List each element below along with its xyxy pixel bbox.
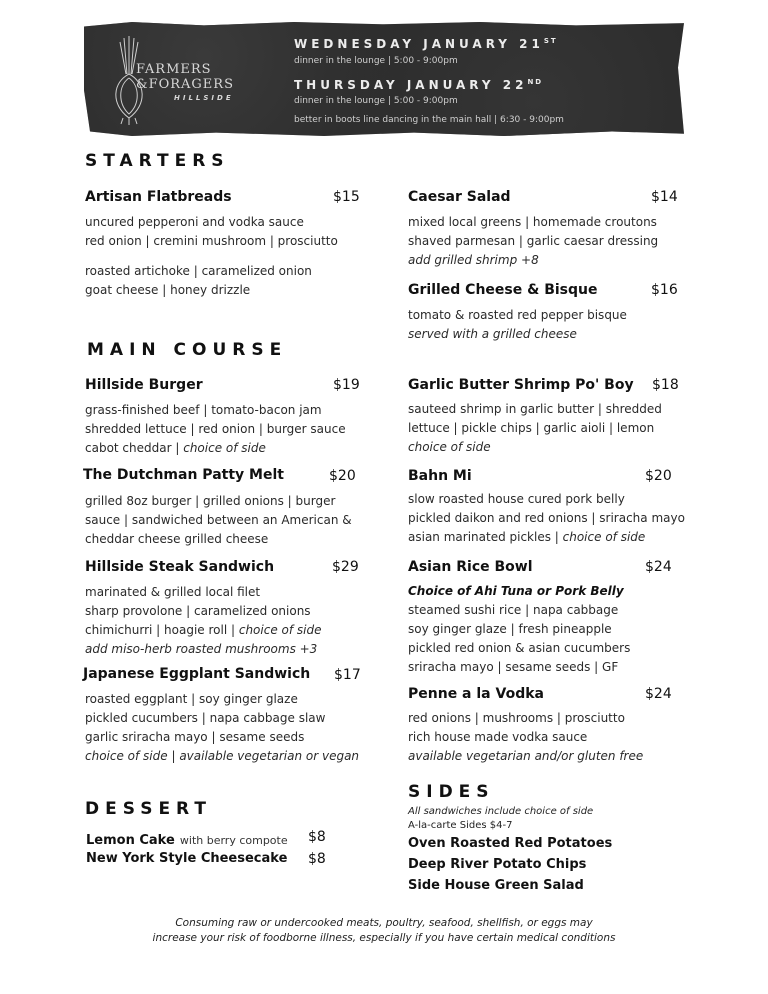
desc-line: served with a grilled cheese [408,327,577,341]
penne-description [408,709,643,766]
event-1-title [294,37,558,51]
dessert-heading: DESSERT [85,799,212,819]
desc-line: add miso-herb roasted mushrooms +3 [85,642,318,656]
desc-line: red onions | mushrooms | prosciutto [408,711,625,725]
po-boy-description [408,400,662,457]
penne-price: $24 [645,686,672,702]
logo-subtitle: HILLSIDE [174,94,234,102]
desc-line [85,439,346,458]
sides-ala-carte: A-la-carte Sides $4-7 [408,820,513,831]
cheesecake-name: New York Style Cheesecake [86,851,288,866]
patty-melt-description [85,492,352,549]
desc-line: pickled daikon and red onions | sriracha mayo [408,511,685,525]
burger-price: $19 [333,377,360,393]
penne-name: Penne a la Vodka [408,686,544,702]
rice-bowl-description [408,601,630,677]
event-2-detail: dinner in the lounge | 5:00 - 9:00pm [294,96,458,106]
desc-line [408,528,685,547]
desc-line: uncured pepperoni and vodka sauce [85,215,304,229]
desc-line: add grilled shrimp +8 [408,253,539,267]
desc-italic: choice of side [183,441,266,455]
main-course-heading: MAIN COURSE [87,340,288,360]
desc-line: sriracha mayo | sesame seeds | GF [408,660,619,674]
desc-line: sharp provolone | caramelized onions [85,604,311,618]
steak-name: Hillside Steak Sandwich [85,559,275,575]
desc-line: grilled 8oz burger | grilled onions | burger [85,494,336,508]
disclaimer-line: increase your risk of foodborne illness, especially if you have certain medical conditions [152,932,616,944]
desc-line: soy ginger glaze | fresh pineapple [408,622,612,636]
desc-line: roasted artichoke | caramelized onion [85,264,312,278]
eggplant-price: $17 [334,667,361,683]
flatbreads-description-2 [85,262,312,300]
desc-line: slow roasted house cured pork belly [408,492,625,506]
desc-line: red onion | cremini mushroom | prosciutto [85,234,338,248]
desc-italic: choice of side [238,623,322,637]
grilled-cheese-description [408,306,627,344]
lemon-cake-item [86,829,288,848]
desc-line: choice of side [408,440,491,454]
event-2-line-dancing: better in boots line dancing in the main hall | 6:30 - 9:00pm [294,115,564,125]
desc-line: available vegetarian and/or gluten free [408,749,644,763]
logo-wordmark [136,62,234,92]
rice-bowl-protein-choice: Choice of Ahi Tuna or Pork Belly [408,584,624,598]
event-1-suffix: ST [543,37,558,45]
desc-line: roasted eggplant | soy ginger glaze [85,692,298,706]
desc-line: pickled red onion & asian cucumbers [408,641,631,655]
side-item: Oven Roasted Red Potatoes [408,836,613,851]
eggplant-name: Japanese Eggplant Sandwich [83,666,311,682]
grilled-cheese-name: Grilled Cheese & Bisque [408,282,598,298]
event-2-title [294,78,543,92]
bahn-mi-description [408,490,685,547]
flatbreads-price: $15 [333,189,360,205]
desc-italic: choice of side [562,530,646,544]
caesar-price: $14 [651,189,678,205]
caesar-description [408,213,658,270]
desc-line: lettuce | pickle chips | garlic aioli | lemon [408,421,655,435]
steak-description [85,583,321,659]
logo-line-2: &FORAGERS [136,77,234,92]
side-item: Deep River Potato Chips [408,857,587,872]
desc-line: mixed local greens | homemade croutons [408,215,657,229]
event-2-suffix: ND [527,78,544,86]
food-safety-disclaimer [0,916,768,946]
desc-line: sauce | sandwiched between an American & [85,513,352,527]
patty-melt-price: $20 [329,468,356,484]
desc-line: garlic sriracha mayo | sesame seeds [85,730,305,744]
desc-line: sauteed shrimp in garlic butter | shredded [408,402,662,416]
desc-line: pickled cucumbers | napa cabbage slaw [85,711,326,725]
bahn-mi-price: $20 [645,468,672,484]
lemon-cake-note: with berry compote [179,834,288,847]
steak-price: $29 [332,559,359,575]
desc-text: asian marinated pickles | [408,530,563,544]
side-item: Side House Green Salad [408,878,584,893]
caesar-name: Caesar Salad [408,189,511,205]
rice-bowl-name: Asian Rice Bowl [408,559,533,575]
grilled-cheese-price: $16 [651,282,678,298]
desc-line: steamed sushi rice | napa cabbage [408,603,619,617]
lemon-cake-price: $8 [308,829,326,845]
desc-text: chimichurri | hoagie roll | [85,623,239,637]
starters-heading: STARTERS [85,151,230,171]
burger-description [85,401,346,458]
disclaimer-line: Consuming raw or undercooked meats, poultry, seafood, shellfish, or eggs may [175,917,593,929]
desc-line: goat cheese | honey drizzle [85,283,251,297]
lemon-cake-name: Lemon Cake [86,833,175,848]
desc-line: grass-finished beef | tomato-bacon jam [85,403,322,417]
desc-line: cheddar cheese grilled cheese [85,532,269,546]
event-1-date: WEDNESDAY JANUARY 21 [294,37,544,51]
flatbreads-description [85,213,338,251]
patty-melt-name: The Dutchman Patty Melt [83,467,284,483]
po-boy-name: Garlic Butter Shrimp Po' Boy [408,377,634,393]
desc-text: cabot cheddar | [85,441,184,455]
sides-heading: SIDES [408,782,495,802]
burger-name: Hillside Burger [85,377,203,393]
desc-line: tomato & roasted red pepper bisque [408,308,627,322]
event-1-detail: dinner in the lounge | 5:00 - 9:00pm [294,56,458,66]
po-boy-price: $18 [652,377,679,393]
sides-note: All sandwiches include choice of side [408,806,594,817]
bahn-mi-name: Bahn Mi [408,468,472,484]
desc-line: shaved parmesan | garlic caesar dressing [408,234,659,248]
cheesecake-price: $8 [308,851,326,867]
rice-bowl-price: $24 [645,559,672,575]
desc-line: shredded lettuce | red onion | burger sauce [85,422,346,436]
flatbreads-name: Artisan Flatbreads [85,189,232,205]
desc-line: rich house made vodka sauce [408,730,588,744]
desc-line: marinated & grilled local filet [85,585,261,599]
desc-line [85,621,321,640]
desc-line: choice of side | available vegetarian or vegan [85,749,360,763]
logo-line-1: FARMERS [136,62,212,77]
event-2-date: THURSDAY JANUARY 22 [294,78,528,92]
eggplant-description [85,690,359,766]
